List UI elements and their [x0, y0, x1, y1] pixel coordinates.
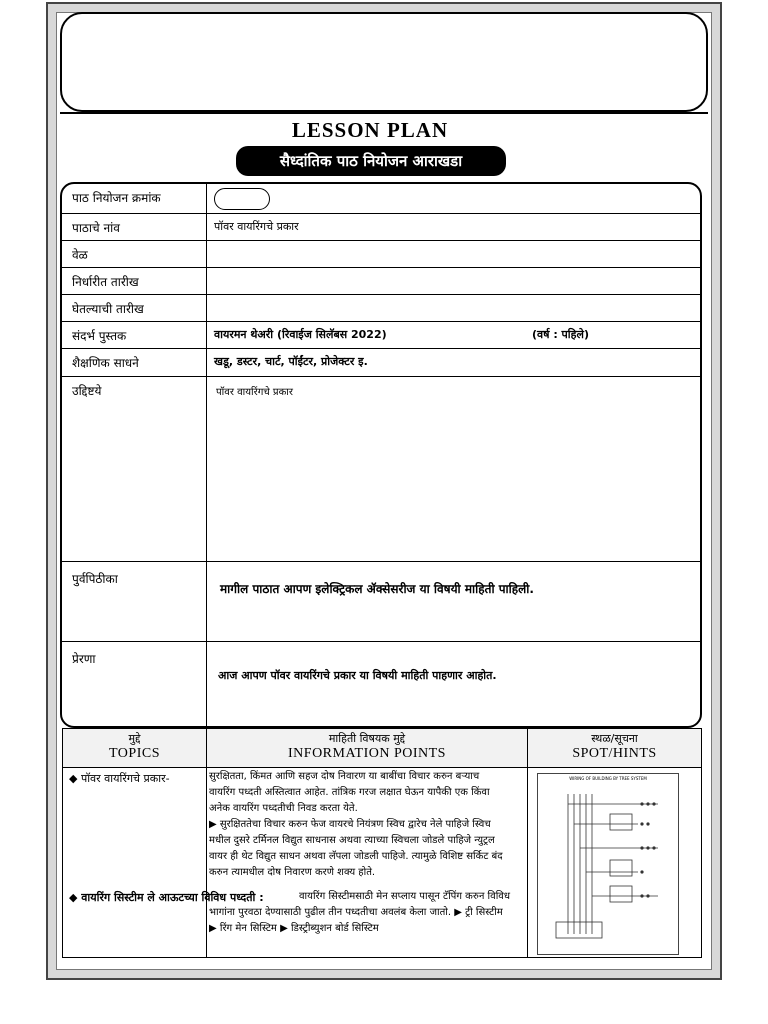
topic-power-wiring: ◆ पॉवर वायरिंगचे प्रकार-: [69, 772, 170, 785]
row-label: शैक्षणिक साधने: [72, 356, 139, 370]
row-value: वायरमन थेअरी (रिवाईज सिलॅबस 2022): [214, 328, 387, 341]
row-value: खडू, डस्टर, चार्ट, पॉईंटर, प्रोजेक्टर इ.: [214, 355, 368, 368]
page-subtitle: सैध्दांतिक पाठ नियोजन आराखडा: [236, 146, 506, 176]
row-value: मागील पाठात आपण इलेक्ट्रिकल ॲक्सेसरीज या विषयी माहिती पाहिली.: [220, 582, 534, 596]
row-background: [62, 562, 700, 642]
divider: [60, 112, 708, 114]
header-spot-hints: स्थळ/सूचना SPOT/HINTS: [572, 732, 657, 761]
row-time: [62, 241, 700, 268]
row-objective: [62, 377, 700, 562]
row-scheduled-date: [62, 268, 700, 295]
row-label: पुर्वपिठीका: [72, 572, 118, 586]
header-blank-box: [60, 12, 708, 112]
lesson-form: [60, 182, 702, 728]
row-lesson-name: [62, 214, 700, 241]
wiring-diagram-svg: [538, 774, 678, 954]
info-paragraph-2: वायरिंग सिस्टीमसाठी मेन सप्लाय पासून टॅपिंग करुन विविध भागांना पुरवठा देण्यासाठी पुढील तीन पध्दतीचा अवलंब केला जातो. ▶ ट्री सिस्टीम ▶ रिंग मेन सिस्टिम ▶ डिस्ट्रीब्युशन बोर्ड सिस्टिम: [209, 891, 511, 934]
column-divider: [63, 729, 207, 957]
header-topics: मुद्दे TOPICS: [109, 732, 160, 761]
row-label: प्रेरणा: [72, 652, 96, 666]
info-paragraph: सुरक्षितता, किंमत आणि सहज दोष निवारण या बाबींचा विचार करुन बऱ्याच वायरिंग पध्दती अस्तित्वात आहेत. तांत्रिक गरज लक्षात घेऊन यापैकी एक किंवा अनेक वायरिंग पध्दतीची निवड करता येते. ▶ सुरक्षिततेचा विचार करुन फेज वायरचे नियंत्रण स्विच द्वारेच नेले पाहिजे स्विच मधील दुसरे टर्मिनल विद्युत साधनास अथवा त्याच्या स्विचला जोडले पाहिजे न्युट्रल वायर ही थेट विद्युत साधन अथवा लॅपला जोडली पाहिजे. त्यामुळे विशिष्ट सर्किट बंद करुन त्यामधील दोष निवारण करणे शक्य होते.: [209, 771, 503, 878]
column-divider: [527, 729, 528, 957]
header-information-points: माहिती विषयक मुद्दे INFORMATION POINTS: [288, 732, 446, 761]
row-lesson-number: [62, 184, 700, 214]
row-teaching-aids: [62, 349, 700, 377]
row-label: वेळ: [72, 248, 88, 262]
row-label: उद्दिष्टये: [72, 384, 102, 398]
topics-table: [62, 728, 702, 958]
topic-layout-methods: ◆ वायरिंग सिस्टीम ले आऊटच्या विविध पध्दती :: [69, 891, 264, 904]
lesson-number-field[interactable]: [214, 188, 270, 210]
row-label: पाठाचे नांव: [72, 221, 120, 235]
row-label: पाठ नियोजन क्रमांक: [72, 191, 161, 205]
row-taken-date: [62, 295, 700, 322]
diagram-title: WIRING OF BUILDING BY TREE SYSTEM: [569, 776, 647, 781]
row-value: पॉवर वायरिंगचे प्रकार: [216, 387, 293, 398]
row-label: निर्धारीत तारीख: [72, 275, 139, 289]
year-note: (वर्ष : पहिले): [532, 328, 589, 341]
row-label: घेतल्याची तारीख: [72, 302, 144, 316]
row-reference-book: [62, 322, 700, 349]
tree-system-diagram: [537, 773, 679, 955]
page-title: LESSON PLAN: [291, 118, 449, 142]
row-value: आज आपण पॉवर वायरिंगचे प्रकार या विषयी माहिती पाहणार आहोत.: [218, 669, 497, 682]
row-label: संदर्भ पुस्तक: [72, 329, 127, 343]
row-motivation: [62, 642, 700, 728]
row-value: पॉवर वायरिंगचे प्रकार: [214, 220, 299, 233]
